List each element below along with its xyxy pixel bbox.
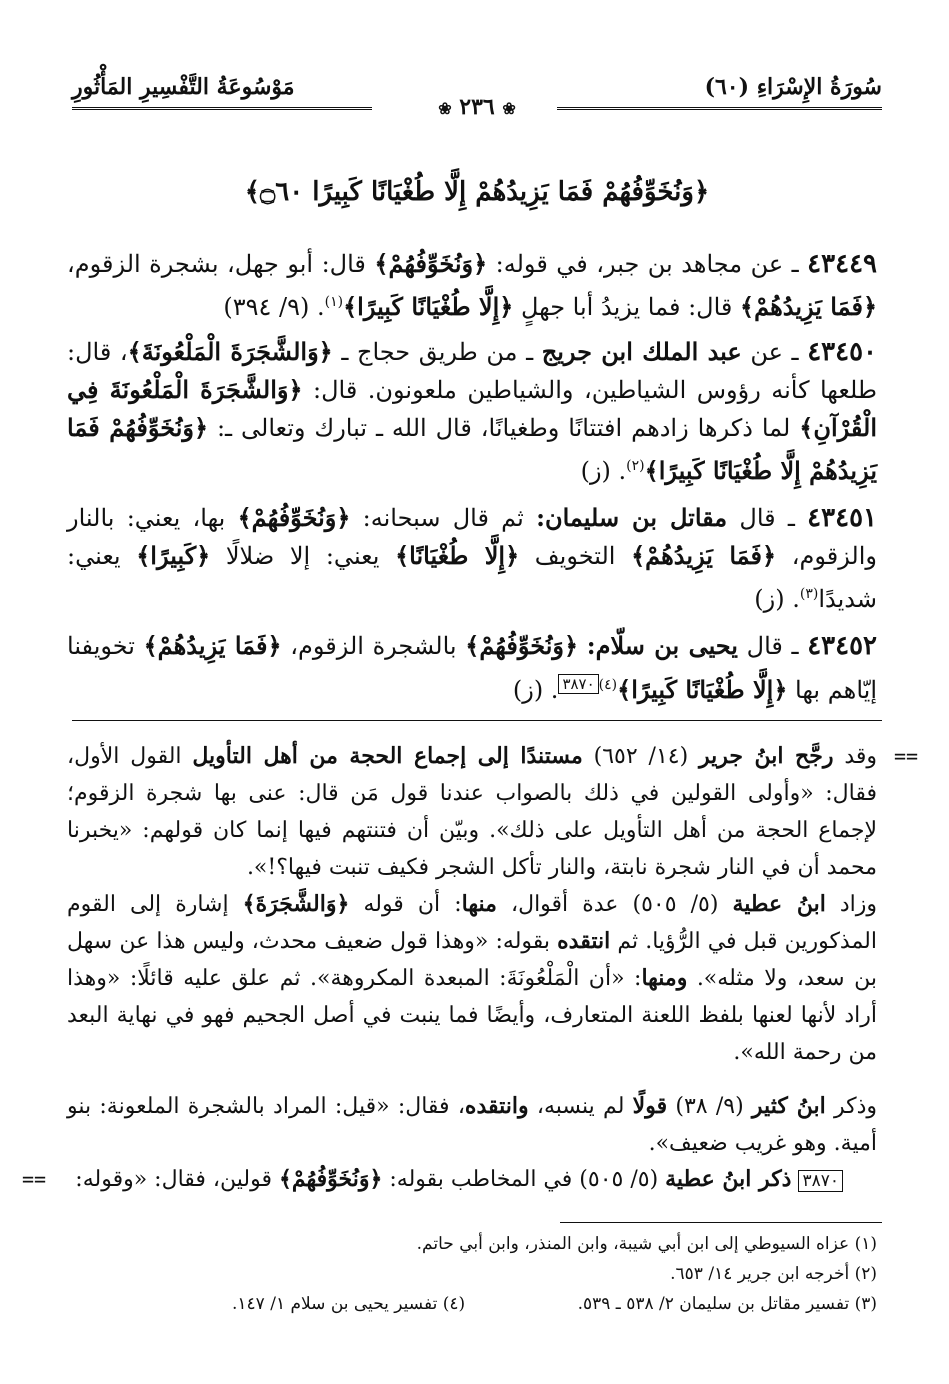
- verse-quote: ﴿إِلَّا طُغْيَانًا كَبِيرًا﴾: [617, 675, 788, 704]
- entry-number: ٤٣٤٤٩: [807, 249, 877, 279]
- entry-text: التخويف: [519, 542, 632, 570]
- footnote-2: (٢) أخرجه ابن جرير ١٤/ ٦٥٣.: [670, 1264, 877, 1284]
- narrator-name: مقاتل بن سليمان:: [536, 503, 728, 532]
- section-divider: [72, 720, 882, 721]
- surah-title: سُورَةُ الإِسْرَاءِ (٦٠): [704, 74, 882, 100]
- comm-bold: قولًا: [632, 1093, 668, 1119]
- entry-text: لما ذكرها زادهم افتتانًا وطغيانًا، قال الله ـ تبارك وتعالى ـ:: [208, 414, 800, 442]
- narrator-name: يحيى بن سلّام:: [586, 631, 738, 660]
- entry-text: ثم قال سبحانه:: [350, 504, 537, 532]
- comm-bold: ذكر ابنُ عطية: [665, 1166, 792, 1192]
- commentary-ref-box: ٣٨٧٠: [798, 1170, 843, 1192]
- commentary-para-1: [67, 738, 877, 886]
- entry-text: بالشجرة الزقوم،: [281, 632, 466, 660]
- comm-bold: ابنُ كثير: [751, 1093, 826, 1119]
- ornament-icon: ❀: [438, 99, 452, 118]
- commentary-para-4: [73, 1161, 843, 1200]
- book-title: مَوْسُوعَةُ التَّفْسِيرِ المَأْثُورِ: [72, 74, 295, 100]
- page-number: ٢٣٦: [459, 94, 495, 120]
- footnote-ref[interactable]: (٤): [598, 677, 618, 693]
- continuation-mark-end: ==: [22, 1167, 47, 1191]
- entry-43449: [67, 245, 877, 326]
- verse-quote: ﴿وَنُخَوِّفُهُمْ﴾: [237, 503, 351, 532]
- entry-number: ٤٣٤٥٢: [807, 631, 878, 661]
- entry-number: ٤٣٤٥١: [807, 503, 877, 533]
- entry-text: ـ عن مجاهد بن جبر، في قوله:: [487, 250, 808, 278]
- entry-text: ـ قال: [737, 632, 808, 660]
- verse-quote: ﴿إِلَّا طُغْيَانًا كَبِيرًا﴾: [343, 292, 514, 321]
- comm-bold: رجَّح ابنُ جرير: [699, 743, 834, 769]
- quran-verse: ﴿وَنُخَوِّفُهُمْ فَمَا يَزِيدُهُمْ إِلَّا طُغْيَانًا كَبِيرًا ۝٦٠﴾: [244, 177, 710, 207]
- verse-quote: ﴿فَمَا يَزِيدُهُمْ﴾: [740, 292, 877, 321]
- verse-quote: ﴿وَالشَّجَرَةَ الْمَلْعُونَةَ فِي الْقُرْآنِ﴾: [67, 375, 877, 442]
- comm-text: (٥/ ٥٠٥) عدة أقوال،: [496, 892, 733, 917]
- narrator-name: عبد الملك ابن جريج: [541, 337, 742, 366]
- entry-text: [578, 632, 587, 660]
- footnote-ref[interactable]: (٣): [799, 586, 819, 602]
- comm-text: : أن قوله: [349, 892, 462, 917]
- commentary-para-2: [67, 886, 877, 1071]
- comm-bold: وانتقده: [464, 1093, 529, 1119]
- comm-text: (٩/ ٣٨): [667, 1094, 752, 1119]
- verse-quote: ﴿وَنُخَوِّفُهُمْ﴾: [465, 631, 579, 660]
- comm-text: وزاد: [825, 892, 878, 917]
- comm-text: وقد: [833, 744, 878, 769]
- entry-text: ، قال: طلعها كأنه رؤوس الشياطين، والشياطين ملعونون. قال:: [67, 338, 877, 404]
- verse-quote: ﴿وَنُخَوِّفُهُمْ﴾: [374, 249, 488, 278]
- footnote-row: [67, 1292, 877, 1316]
- entry-43450: [67, 333, 877, 490]
- comm-text: وذكر: [825, 1094, 878, 1119]
- comm-text: بقوله: «وهذا قول ضعيف محدث، وليس هذا عن سهل بن سعد، ولا مثله».: [67, 929, 877, 991]
- entry-text: قال: أبو جهل، بشجرة الزقوم،: [67, 250, 375, 278]
- commentary-para-3: [67, 1088, 877, 1162]
- footnote-4: (٤) تفسير يحيى بن سلام ١/ ١٤٧.: [232, 1294, 466, 1314]
- page-number-block: [72, 94, 882, 120]
- comm-text: لم ينسبه،: [528, 1094, 633, 1119]
- entry-text: تخويفنا إيّاهم بها: [67, 632, 877, 704]
- entry-number: ٤٣٤٥٠: [807, 337, 878, 367]
- entry-ref: . (ز): [512, 676, 559, 704]
- comm-bold: ابنُ عطية: [732, 891, 826, 917]
- comm-text: قولين، فقال: «وقوله:: [75, 1167, 279, 1192]
- verse-quote: ﴿فَمَا يَزِيدُهُمْ﴾: [143, 631, 282, 660]
- commentary-ref-box[interactable]: ٣٨٧٠: [558, 674, 598, 694]
- comm-text: القول الأول، فقال: «وأولى القولين في ذلك بالصواب عندنا قول مَن قال: عنى بها شجرة الزقوم؛ لإجماع الحجة من أهل التأويل على ذلك». وبيّن أن فتنتهم فيها إنما كان قولهم: «يخبرنا محمد أن في النار شجرة نابتة، والنار تأكل الشجر فكيف تنبت فيها؟!».: [67, 744, 878, 880]
- entry-text: ـ قال: [727, 504, 808, 532]
- page-header: [72, 74, 882, 120]
- entry-text: يعني: شديدًا: [67, 542, 877, 613]
- verse-quote: ﴿وَنُخَوِّفُهُمْ﴾: [278, 1166, 383, 1192]
- entry-text: ـ عن: [741, 338, 808, 366]
- footnote-3: (٣) تفسير مقاتل بن سليمان ٢/ ٥٣٨ ـ ٥٣٩.: [577, 1294, 877, 1314]
- verse-quote: ﴿إِلَّا طُغْيَانًا﴾: [395, 541, 520, 570]
- entry-text: ـ من طريق حجاج ـ: [332, 338, 542, 366]
- verse-quote: ﴿وَنُخَوِّفُهُمْ فَمَا يَزِيدُهُمْ إِلَّا طُغْيَانًا كَبِيرًا﴾: [67, 413, 877, 485]
- entry-text: قال: فما يزيدُ أبا جهلٍ: [513, 293, 741, 321]
- footnote-1: (١) عزاه السيوطي إلى ابن أبي شيبة، وابن المنذر، وابن أبي حاتم.: [416, 1234, 877, 1254]
- comm-text: إشارة إلى القوم المذكورين قبل في الرُّؤيا. ثم: [67, 892, 877, 954]
- entry-ref: . (ز): [754, 585, 800, 613]
- comm-bold: منها: [461, 891, 497, 917]
- entry-43452: [67, 627, 877, 709]
- footnote-divider: [560, 1222, 882, 1223]
- comm-text: : «أن الْمَلْعُونَةَ: المبعدة المكروهة». ثم علق عليه قائلًا: «وهذا أراد لأنها لعنها بلفظ اللعنة المتعارف، وأيضًا فما ينبت في أصل الجحيم فهو في نهاية البعد من رحمة الله».: [67, 966, 877, 1065]
- comm-bold: مستندًا إلى إجماع الحجة من أهل التأويل: [192, 743, 583, 769]
- entry-43451: [67, 499, 877, 618]
- verse-quote: ﴿وَالشَّجَرَةَ﴾: [242, 891, 350, 917]
- entry-text: يعني: إلا ضلالًا: [210, 542, 396, 570]
- comm-bold: ومنها: [641, 965, 688, 991]
- comm-bold: انتقده: [557, 928, 611, 954]
- comm-text: (٥/ ٥٠٥) في المخاطب بقوله:: [382, 1167, 666, 1192]
- verse-quote: ﴿وَالشَّجَرَةَ الْمَلْعُونَةَ﴾: [127, 337, 333, 366]
- footnote-ref[interactable]: (٢): [626, 458, 645, 474]
- comm-text: (١٤/ ٦٥٢): [582, 744, 700, 769]
- entry-ref: . (٩/ ٣٩٤): [223, 293, 325, 321]
- continuation-mark: ==: [894, 744, 919, 768]
- verse-quote: ﴿فَمَا يَزِيدُهُمْ﴾: [631, 541, 777, 570]
- entry-text: بها، يعني: بالنار والزقوم،: [67, 504, 878, 570]
- footnote-ref[interactable]: (١): [324, 294, 344, 310]
- ornament-icon: ❀: [502, 99, 516, 118]
- entry-ref: . (ز): [580, 457, 627, 485]
- comm-text: ، فقال: «قيل: المراد بالشجرة الملعونة: بنو أمية. وهو غريب ضعيف».: [67, 1094, 877, 1156]
- verse-quote: ﴿كَبِيرًا﴾: [136, 541, 211, 570]
